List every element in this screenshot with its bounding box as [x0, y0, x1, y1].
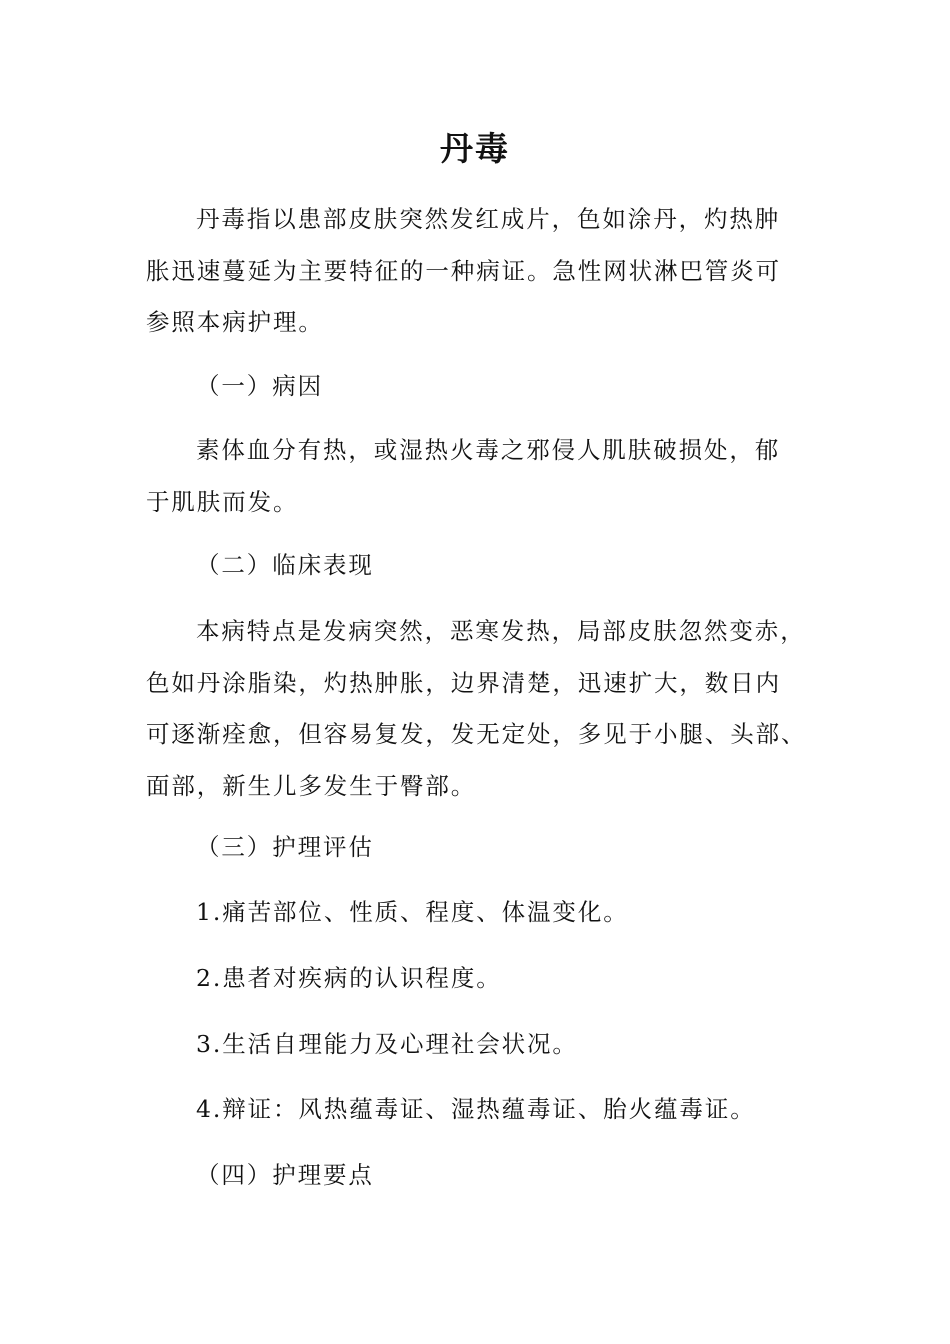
- section-heading-care: （四）护理要点: [196, 1161, 374, 1189]
- clinical-paragraph: [146, 606, 808, 812]
- intro-paragraph: [146, 194, 808, 349]
- clinical-line-3: 可逐渐痊愈，但容易复发，发无定处，多见于小腿、头部、: [146, 720, 807, 748]
- assessment-item-2: 2.患者对疾病的认识程度。: [196, 964, 502, 992]
- clinical-line-2: 色如丹涂脂染，灼热肿胀，边界清楚，迅速扩大，数日内: [146, 668, 781, 697]
- cause-paragraph: [146, 425, 808, 528]
- section-heading-cause: （一）病因: [196, 372, 323, 400]
- intro-line-3: 参照本病护理。: [146, 308, 324, 336]
- section-heading-clinical: （二）临床表现: [196, 551, 374, 579]
- assessment-item-3: 3.生活自理能力及心理社会状况。: [196, 1030, 578, 1058]
- clinical-line-4: 面部，新生儿多发生于臀部。: [146, 771, 477, 800]
- intro-line-1: 丹毒指以患部皮肤突然发红成片，色如涂丹，灼热肿: [196, 205, 781, 233]
- cause-line-1: 素体血分有热，或湿热火毒之邪侵人肌肤破损处，郁: [196, 436, 781, 464]
- assessment-item-4: 4.辩证：风热蕴毒证、湿热蕴毒证、胎火蕴毒证。: [196, 1095, 756, 1123]
- cause-line-2: 于肌肤而发。: [146, 487, 299, 516]
- intro-line-2: 胀迅速蔓延为主要特征的一种病证。急性网状淋巴管炎可: [146, 256, 781, 285]
- assessment-item-1: 1.痛苦部位、性质、程度、体温变化。: [196, 898, 629, 926]
- document-title: 丹毒: [440, 129, 510, 168]
- clinical-line-1: 本病特点是发病突然，恶寒发热，局部皮肤忽然变赤，: [196, 617, 806, 645]
- section-heading-assessment: （三）护理评估: [196, 833, 374, 861]
